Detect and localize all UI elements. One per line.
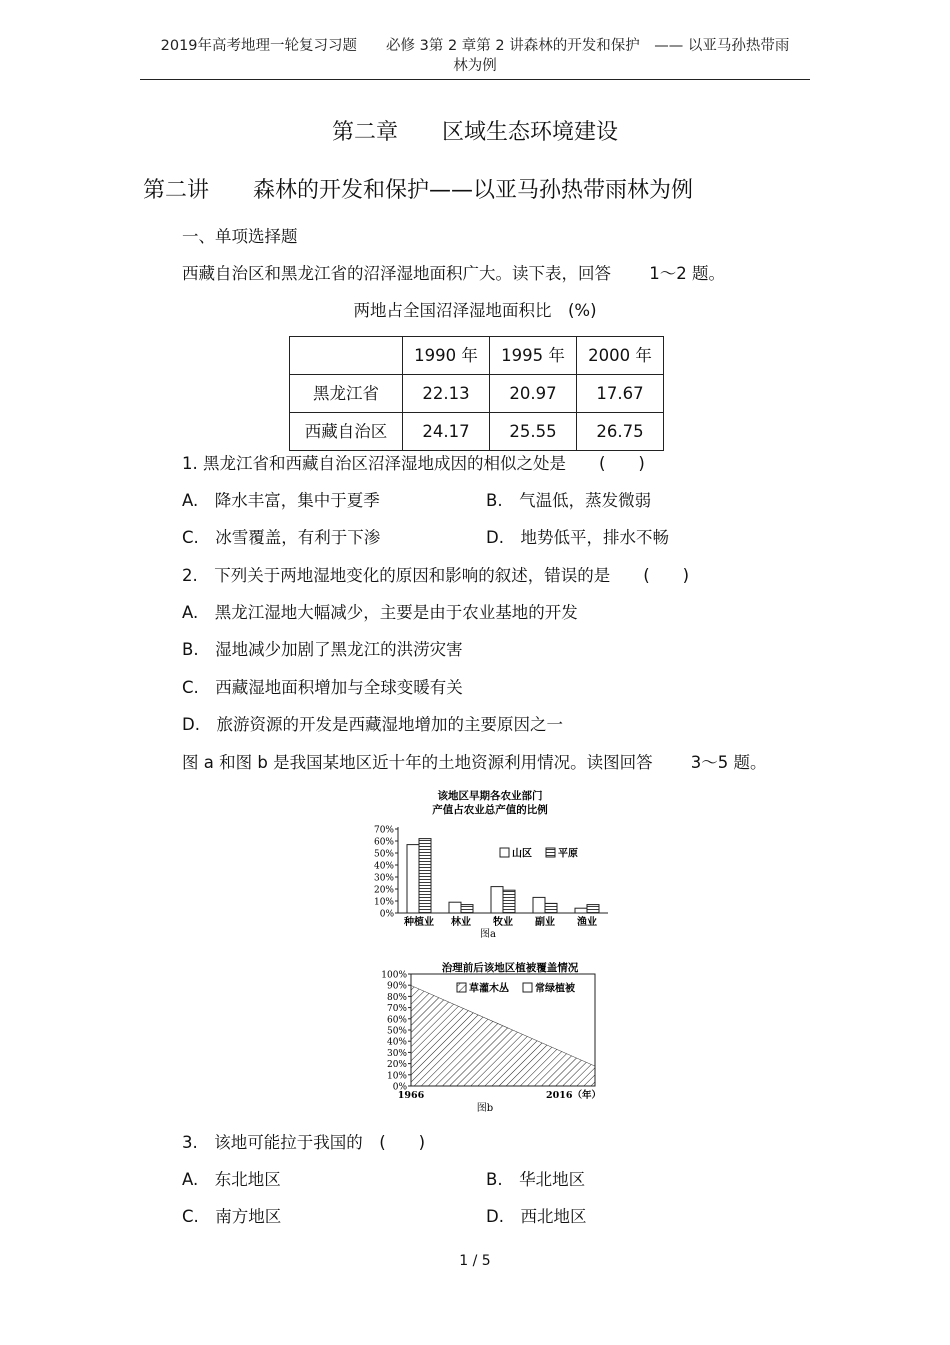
figure-a-category-label: 林业 bbox=[451, 917, 471, 928]
question-1-option-d: D. 地势低平，排水不畅 bbox=[486, 528, 669, 547]
table-header-row bbox=[290, 337, 664, 375]
table-cell: 20.97 bbox=[490, 375, 577, 413]
wetland-table bbox=[289, 336, 664, 451]
figure-b-y-tick-label: 50% bbox=[386, 1026, 407, 1037]
figure-b-y-tick-label: 70% bbox=[386, 1004, 407, 1015]
figure-a-title-line-1: 该地区早期各农业部门 bbox=[437, 790, 543, 802]
figure-a-bar bbox=[449, 902, 461, 913]
figure-b-y-tick-label: 90% bbox=[386, 981, 407, 992]
figure-a-y-tick-label: 20% bbox=[373, 885, 394, 896]
page-number: 1 / 5 bbox=[459, 1253, 491, 1269]
figure-a-bar bbox=[587, 905, 599, 913]
figure-a-y-tick-label: 50% bbox=[373, 849, 394, 860]
figure-b-y-tick-label: 60% bbox=[386, 1015, 407, 1026]
figure-a-bar bbox=[407, 845, 419, 913]
figure-a-y-tick-label: 70% bbox=[373, 825, 394, 836]
table-cell: 25.55 bbox=[490, 413, 577, 451]
figure-a-category-label: 种植业 bbox=[404, 917, 434, 928]
figure-a-bar bbox=[545, 903, 557, 913]
figure-a-caption: 图a bbox=[480, 929, 496, 940]
figure-a-legend-swatch bbox=[500, 848, 509, 857]
table-header-cell: 1995 年 bbox=[490, 337, 577, 375]
figure-b-area-chart bbox=[365, 958, 615, 1118]
figure-b-legend-label: 草灌木丛 bbox=[469, 983, 509, 995]
figure-b-y-tick-label: 100% bbox=[381, 970, 407, 981]
header-divider bbox=[140, 79, 810, 80]
table-cell: 黑龙江省 bbox=[290, 375, 403, 413]
figure-b-y-tick-label: 20% bbox=[386, 1060, 407, 1071]
figure-b-legend-swatch bbox=[523, 983, 532, 992]
table-row bbox=[290, 413, 664, 451]
header-line-2: 林为例 bbox=[453, 58, 497, 74]
question-3-option-b: B. 华北地区 bbox=[486, 1170, 586, 1189]
question-1-option-c: C. 冰雪覆盖，有利于下渗 bbox=[182, 528, 381, 547]
table-header-cell bbox=[290, 337, 403, 375]
figure-a-y-tick-label: 60% bbox=[373, 837, 394, 848]
question-3-stem: 3. 该地可能拉于我国的 ( ) bbox=[182, 1133, 426, 1152]
figure-b-legend-swatch bbox=[457, 983, 466, 992]
question-2-option-c: C. 西藏湿地面积增加与全球变暖有关 bbox=[182, 678, 463, 697]
table-cell: 17.67 bbox=[577, 375, 664, 413]
figure-a-category-label: 副业 bbox=[535, 917, 555, 928]
figure-a-category-label: 渔业 bbox=[577, 917, 597, 928]
page-header bbox=[140, 36, 810, 76]
intro-text-1: 西藏自治区和黑龙江省的沼泽湿地面积广大。读下表，回答 1～2 题。 bbox=[182, 264, 725, 283]
question-1-option-b: B. 气温低，蒸发微弱 bbox=[486, 491, 652, 510]
question-3-option-a: A. 东北地区 bbox=[182, 1170, 281, 1189]
figure-b-legend-label: 常绿植被 bbox=[535, 983, 575, 995]
figure-a-title-line-2: 产值占农业总产值的比例 bbox=[432, 804, 548, 816]
question-2-stem: 2. 下列关于两地湿地变化的原因和影响的叙述，错误的是 ( ) bbox=[182, 566, 690, 585]
figure-a-y-tick-label: 40% bbox=[373, 861, 394, 872]
question-1-option-a: A. 降水丰富，集中于夏季 bbox=[182, 491, 380, 510]
figure-a-bar-chart bbox=[360, 785, 620, 945]
intro-text-2: 图 a 和图 b 是我国某地区近十年的土地资源利用情况。读图回答 3～5 题。 bbox=[182, 753, 767, 772]
figure-a-bar bbox=[461, 905, 473, 913]
figure-b-y-tick-label: 0% bbox=[392, 1082, 407, 1093]
table-row bbox=[290, 375, 664, 413]
table-header-cell: 1990 年 bbox=[403, 337, 490, 375]
table-cell: 26.75 bbox=[577, 413, 664, 451]
table-cell: 西藏自治区 bbox=[290, 413, 403, 451]
figure-b-y-tick-label: 10% bbox=[386, 1071, 407, 1082]
figure-b-y-tick-label: 80% bbox=[386, 992, 407, 1003]
figure-a-bar bbox=[503, 890, 515, 913]
figure-b-title: 治理前后该地区植被覆盖情况 bbox=[441, 962, 579, 974]
figure-a-bar bbox=[491, 887, 503, 913]
figure-b-y-tick-label: 40% bbox=[386, 1037, 407, 1048]
question-1-stem: 1. 黑龙江省和西藏自治区沼泽湿地成因的相似之处是 ( ) bbox=[182, 454, 645, 473]
figure-b-caption: 图b bbox=[476, 1103, 494, 1114]
figure-b-x-tick-label: 2016（年） bbox=[546, 1090, 601, 1101]
question-2-option-a: A. 黑龙江湿地大幅减少，主要是由于农业基地的开发 bbox=[182, 603, 578, 622]
figure-a-legend-swatch bbox=[546, 848, 555, 857]
figure-a-bar bbox=[419, 839, 431, 913]
table-caption: 两地占全国沼泽湿地面积比 (%) bbox=[353, 301, 597, 320]
section-heading: 一、单项选择题 bbox=[182, 227, 298, 246]
figure-a-y-tick-label: 0% bbox=[379, 909, 394, 920]
figure-b-y-tick-label: 30% bbox=[386, 1048, 407, 1059]
table-cell: 24.17 bbox=[403, 413, 490, 451]
question-3-option-c: C. 南方地区 bbox=[182, 1207, 282, 1226]
table-cell: 22.13 bbox=[403, 375, 490, 413]
chapter-title: 第二章 区域生态环境建设 bbox=[331, 120, 618, 145]
question-2-option-d: D. 旅游资源的开发是西藏湿地增加的主要原因之一 bbox=[182, 715, 563, 734]
header-line-1: 2019年高考地理一轮复习习题 必修 3第 2 章第 2 讲森林的开发和保护 —— 以亚马孙热带雨 bbox=[160, 38, 790, 54]
figure-a-bar bbox=[575, 908, 587, 913]
figure-a-legend-label: 山区 bbox=[512, 848, 532, 860]
question-2-option-b: B. 湿地减少加剧了黑龙江的洪涝灾害 bbox=[182, 640, 463, 659]
figure-a-legend-label: 平原 bbox=[558, 848, 578, 860]
question-3-option-d: D. 西北地区 bbox=[486, 1207, 587, 1226]
lecture-title: 第二讲 森林的开发和保护——以亚马孙热带雨林为例 bbox=[143, 178, 694, 203]
table-header-cell: 2000 年 bbox=[577, 337, 664, 375]
figure-a-category-label: 牧业 bbox=[493, 917, 513, 928]
figure-a-y-tick-label: 10% bbox=[373, 897, 394, 908]
figure-a-bar bbox=[533, 897, 545, 913]
figure-b-x-tick-label: 1966 bbox=[397, 1090, 425, 1101]
figure-a-y-tick-label: 30% bbox=[373, 873, 394, 884]
